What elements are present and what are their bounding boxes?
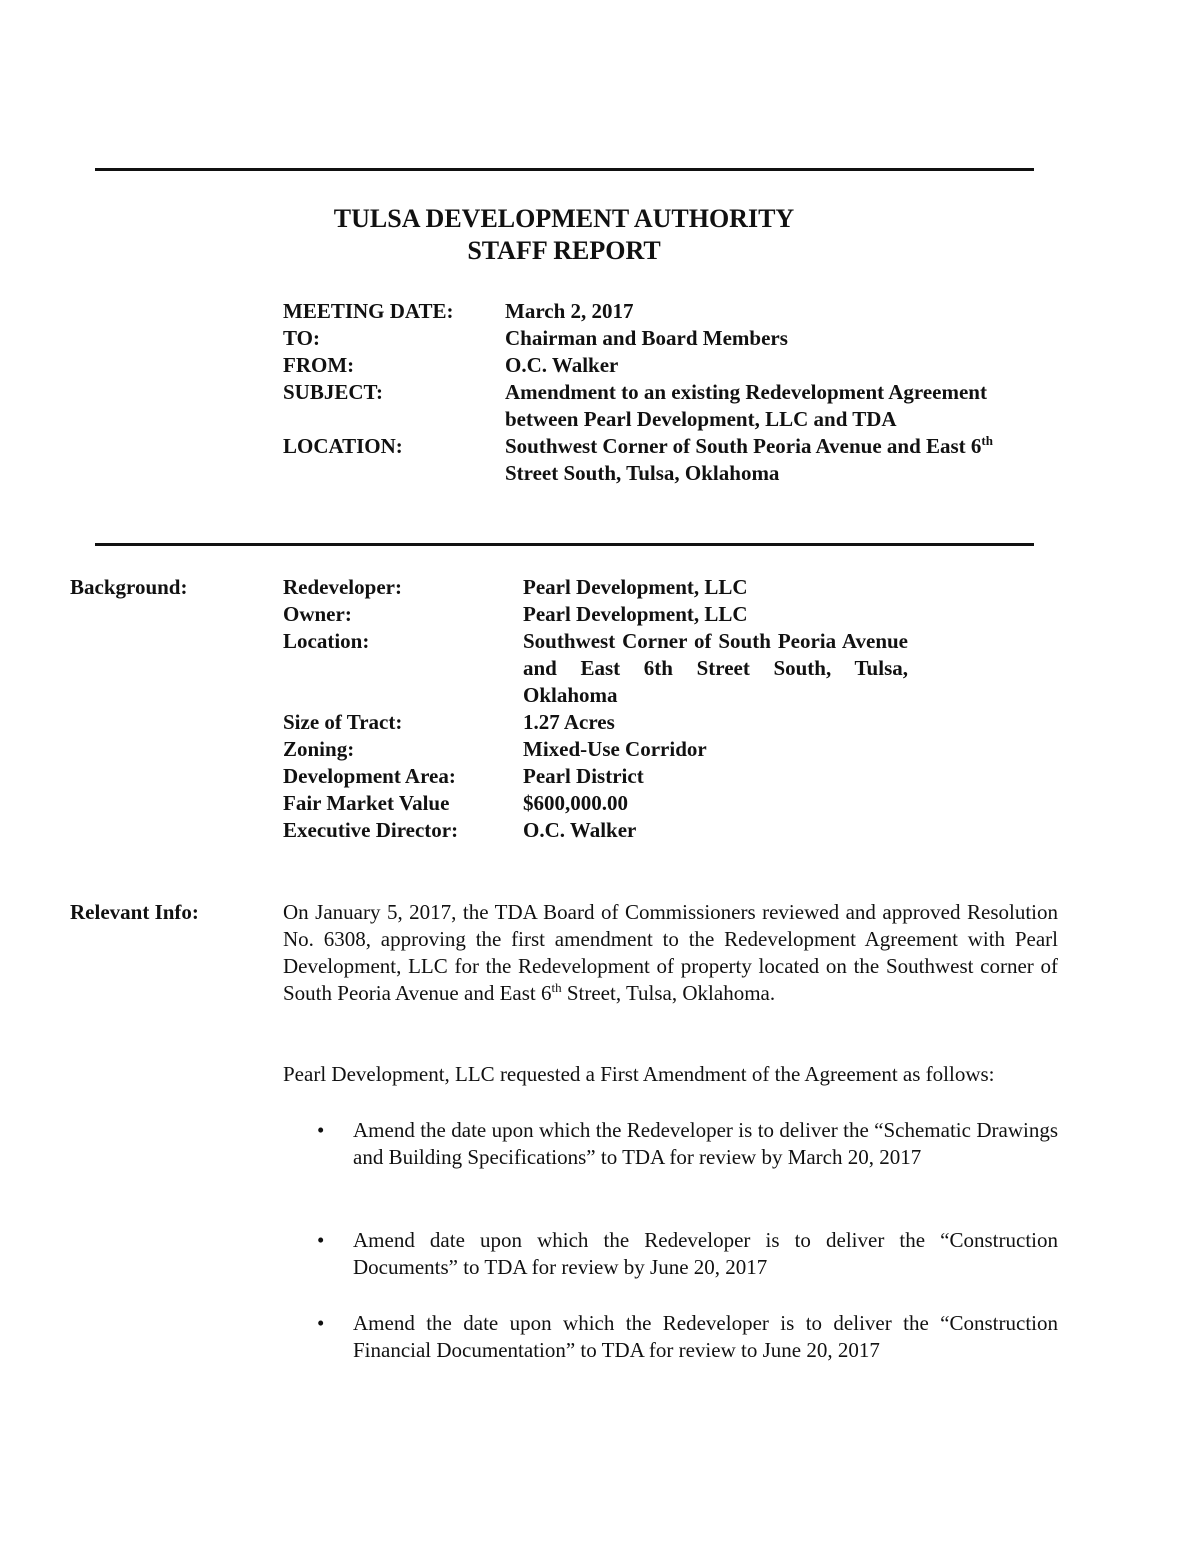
paragraph-text: [283, 899, 1058, 1007]
background-row-label: Zoning:: [283, 737, 355, 761]
bullet-item: [283, 1310, 1058, 1364]
from-label: FROM:: [283, 353, 355, 377]
from-value: O.C. Walker: [505, 353, 619, 377]
bullet-item: [283, 1117, 1058, 1171]
background-row-label: Size of Tract:: [283, 710, 403, 734]
relevant-info-section-label: Relevant Info:: [70, 900, 199, 924]
background-row-value: Pearl Development, LLC: [523, 575, 748, 599]
background-row: [283, 736, 923, 763]
background-row-value: $600,000.00: [523, 791, 628, 815]
location-label: LOCATION:: [283, 434, 403, 458]
bullet-text: Amend the date upon which the Redeveloper is to deliver the “Construction Financial Documentation” to TDA for review to June 20, 2017: [353, 1311, 1058, 1362]
report-header-fields: [283, 298, 1023, 487]
amendment-bullet-list-item: [283, 1310, 1058, 1364]
relevant-info-paragraph-2: [283, 1061, 1058, 1088]
from-row: [283, 352, 1023, 379]
bullet-item: [283, 1227, 1058, 1281]
bullet-icon: •: [317, 1118, 325, 1142]
meeting-date-row: [283, 298, 1023, 325]
to-label: TO:: [283, 326, 320, 350]
report-subtitle: STAFF REPORT: [467, 236, 661, 265]
report-title: TULSA DEVELOPMENT AUTHORITY: [333, 204, 795, 233]
background-row-label: Fair Market Value: [283, 791, 450, 815]
background-row-value: Pearl Development, LLC: [523, 602, 748, 626]
background-details: [283, 574, 923, 844]
background-row-label: Development Area:: [283, 764, 456, 788]
subject-label: SUBJECT:: [283, 380, 383, 404]
background-row-value: O.C. Walker: [523, 818, 637, 842]
background-row: [283, 601, 923, 628]
paragraph-1-end: Street, Tulsa, Oklahoma.: [561, 981, 776, 1005]
middle-divider: [95, 543, 1034, 546]
bullet-icon: •: [317, 1228, 325, 1252]
amendment-bullet-list-item: [283, 1227, 1058, 1281]
meeting-date-label: MEETING DATE:: [283, 299, 454, 323]
relevant-info-paragraph-1: [283, 899, 1058, 1007]
bullet-text: Amend date upon which the Redeveloper is to deliver the “Construction Documents” to TDA for review by June 20, 2017: [353, 1228, 1058, 1279]
background-row-value: Southwest Corner of South Peoria Avenue and East 6th Street South, Tulsa, Oklahoma: [523, 629, 908, 707]
background-row-label: Redeveloper:: [283, 575, 402, 599]
background-row: [283, 574, 923, 601]
location-value-superscript: th: [981, 433, 993, 448]
background-row-value: Mixed-Use Corridor: [523, 737, 707, 761]
background-row: [283, 817, 923, 844]
paragraph-2-text: Pearl Development, LLC requested a First Amendment of the Agreement as follows:: [283, 1062, 995, 1086]
background-row-label: Executive Director:: [283, 818, 459, 842]
subject-row: [283, 379, 1023, 433]
to-row: [283, 325, 1023, 352]
location-value: [505, 433, 1020, 487]
background-row: [283, 628, 923, 709]
background-row-label: Location:: [283, 629, 370, 653]
meeting-date-value: March 2, 2017: [505, 299, 634, 323]
paragraph-1-start: On January 5, 2017, the TDA Board of Commissioners reviewed and approved Resolution No. 6308, approving the first amendment to the Redevelopment Agreement with Pearl Development, LLC for the Redevelopment of property located on the Southwest corner of South Peoria Avenue and East 6: [283, 900, 1058, 1005]
top-divider: [95, 168, 1034, 171]
background-row-value: 1.27 Acres: [523, 710, 615, 734]
amendment-bullet-list-item: [283, 1117, 1058, 1171]
bullet-text: Amend the date upon which the Redeveloper is to deliver the “Schematic Drawings and Building Specifications” to TDA for review by March 20, 2017: [353, 1118, 1058, 1169]
background-section-label: Background:: [70, 575, 188, 599]
paragraph-1-superscript: th: [551, 980, 562, 995]
location-value-end: Street South, Tulsa, Oklahoma: [505, 461, 780, 485]
subject-value: Amendment to an existing Redevelopment Agreement between Pearl Development, LLC and TDA: [505, 380, 987, 431]
to-value: Chairman and Board Members: [505, 326, 788, 350]
bullet-icon: •: [317, 1311, 325, 1335]
background-row-label: Owner:: [283, 602, 352, 626]
location-row: [283, 433, 1023, 487]
background-row: [283, 763, 923, 790]
background-row: [283, 790, 923, 817]
background-row: [283, 709, 923, 736]
background-row-value: Pearl District: [523, 764, 644, 788]
location-value-start: Southwest Corner of South Peoria Avenue and East 6: [505, 434, 982, 458]
